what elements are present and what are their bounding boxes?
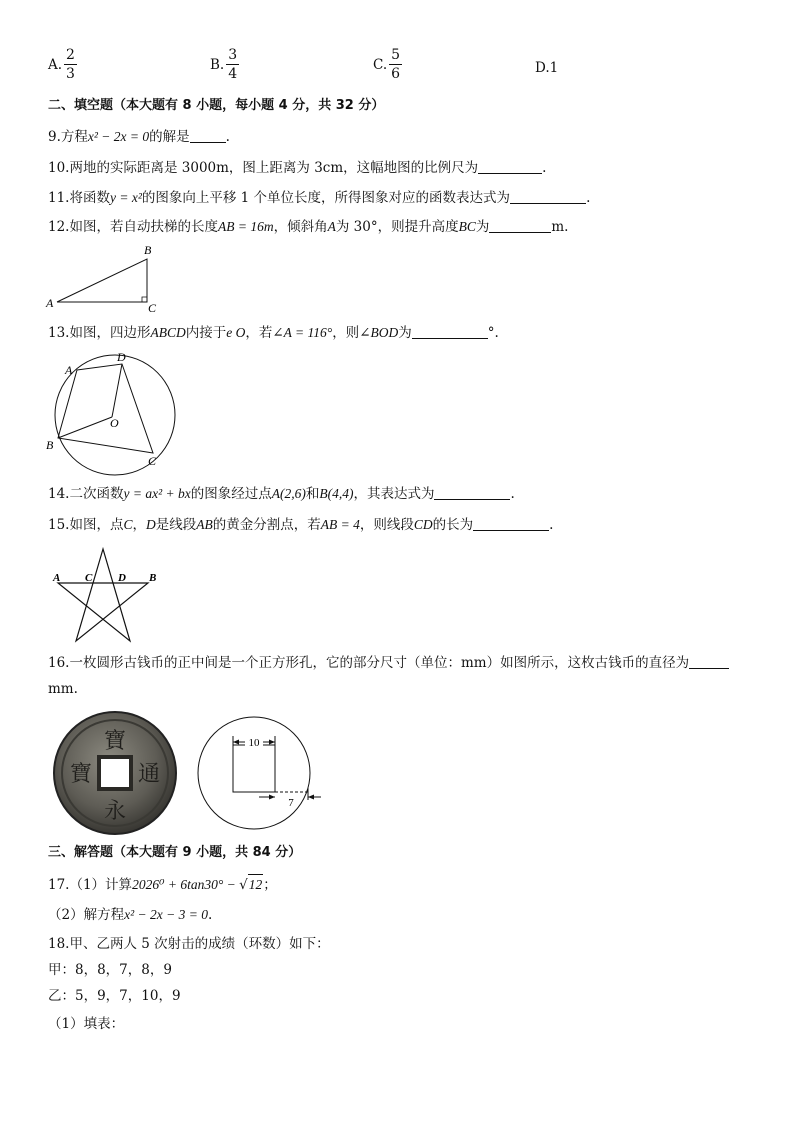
question-10: 10.两地的实际距离是 3000m，图上距离为 3cm，这幅地图的比例尺为 . — [48, 160, 547, 176]
question-18-intro: 18.甲、乙两人 5 次射击的成绩（环数）如下： — [48, 936, 330, 952]
score-jia: 甲：8，8，7，8，9 — [48, 962, 172, 978]
coin-char-left: 寶 — [69, 761, 93, 786]
answer-blank[interactable] — [489, 218, 551, 233]
question-17-part2: （2）解方程x² − 2x − 3 = 0. — [48, 907, 213, 923]
fraction: $\frac{5}{6}$ — [391, 47, 401, 82]
coin-square-hole — [99, 757, 131, 789]
square-hole — [233, 745, 275, 792]
triangle-figure — [40, 242, 170, 314]
label-a: A — [65, 363, 73, 377]
choice-c: C. $\frac{5}{6}$ — [373, 47, 401, 82]
label-o: O — [110, 416, 119, 430]
choice-d: D. 1 — [535, 60, 559, 76]
label-c: C — [148, 454, 157, 468]
label-d: D — [117, 350, 126, 364]
segment-bo — [58, 417, 112, 438]
label-b: B — [144, 243, 152, 257]
question-9: 9.方程x² − 2x = 0的解是 . — [48, 129, 230, 145]
answer-blank[interactable] — [473, 516, 549, 531]
question-16-line1: 16.一枚圆形古钱币的正中间是一个正方形孔，它的部分尺寸（单位：mm）如图所示，这枚古钱币的直径为 — [48, 653, 729, 673]
triangle-shape — [57, 259, 147, 302]
label-b: B — [149, 572, 157, 584]
question-11: 11.将函数y = x²的图象向上平移 1 个单位长度，所得图象对应的函数表达式为 . — [48, 190, 591, 206]
coin-char-right: 通 — [137, 761, 161, 786]
question-15: 15.如图，点C，D是线段AB的黄金分割点，若AB = 4，则线段CD的长为 . — [48, 517, 554, 533]
question-17-part1: 17.（1）计算2026⁰ + 6tan30° − √12； — [48, 874, 277, 895]
arrow-right — [269, 740, 275, 745]
sqrt-sign: √ — [239, 877, 248, 893]
answer-blank[interactable] — [412, 324, 488, 339]
quadrilateral-abcd — [58, 364, 153, 453]
arrow-in-left-head — [269, 795, 275, 800]
circle-o — [55, 355, 175, 475]
section-heading: 三、解答题（本大题有 9 小题，共 84 分） — [48, 845, 302, 860]
coin-char-bottom: 永 — [103, 798, 127, 823]
dim-top-label: 10 — [248, 737, 260, 749]
fraction: $\frac{2}{3}$ — [66, 47, 75, 82]
answer-blank[interactable] — [510, 189, 586, 204]
question-16-line2: mm. — [48, 681, 78, 697]
question-13: 13.如图，四边形ABCD内接于e O，若∠A = 116°，则∠BOD为 °. — [48, 325, 499, 341]
pentagram-shape — [58, 549, 148, 641]
label-a: A — [46, 296, 54, 310]
choice-a: A. $\frac{2}{3}$ — [48, 47, 75, 82]
segment-do — [112, 364, 122, 417]
star-figure — [45, 545, 175, 645]
dim-bottom-label: 7 — [288, 797, 294, 809]
label-a: A — [53, 572, 61, 584]
coin-char-top: 寶 — [103, 728, 127, 753]
answer-blank[interactable] — [478, 159, 542, 174]
choice-b: B. $\frac{3}{4}$ — [210, 47, 238, 82]
right-angle-mark — [142, 297, 147, 302]
arrow-left — [233, 740, 239, 745]
answer-blank[interactable] — [190, 128, 226, 143]
score-yi: 乙：5，9，7，10，9 — [48, 988, 181, 1004]
question-12: 12.如图，若自动扶梯的长度AB = 16m，倾斜角A为 30°，则提升高度BC为 m. — [48, 219, 569, 235]
label-c: C — [148, 301, 157, 315]
label-d: D — [118, 572, 126, 584]
answer-blank[interactable] — [689, 654, 729, 669]
arrow-in-right-head — [308, 795, 314, 800]
circle-figure — [40, 348, 180, 478]
section-heading: 二、填空题（本大题有 8 小题，每小题 4 分，共 32 分） — [48, 98, 385, 113]
question-14: 14.二次函数y = ax² + bx的图象经过点A(2,6)和B(4,4)，其表达式为 . — [48, 486, 515, 502]
label-b: B — [46, 438, 54, 452]
question-18-fill: （1）填表： — [48, 1016, 125, 1032]
coin-diagram — [195, 712, 325, 837]
label-c: C — [85, 572, 93, 584]
fraction: $\frac{3}{4}$ — [228, 47, 238, 82]
coin-outline — [198, 717, 310, 829]
coin-image — [52, 710, 178, 836]
answer-blank[interactable] — [434, 485, 510, 500]
